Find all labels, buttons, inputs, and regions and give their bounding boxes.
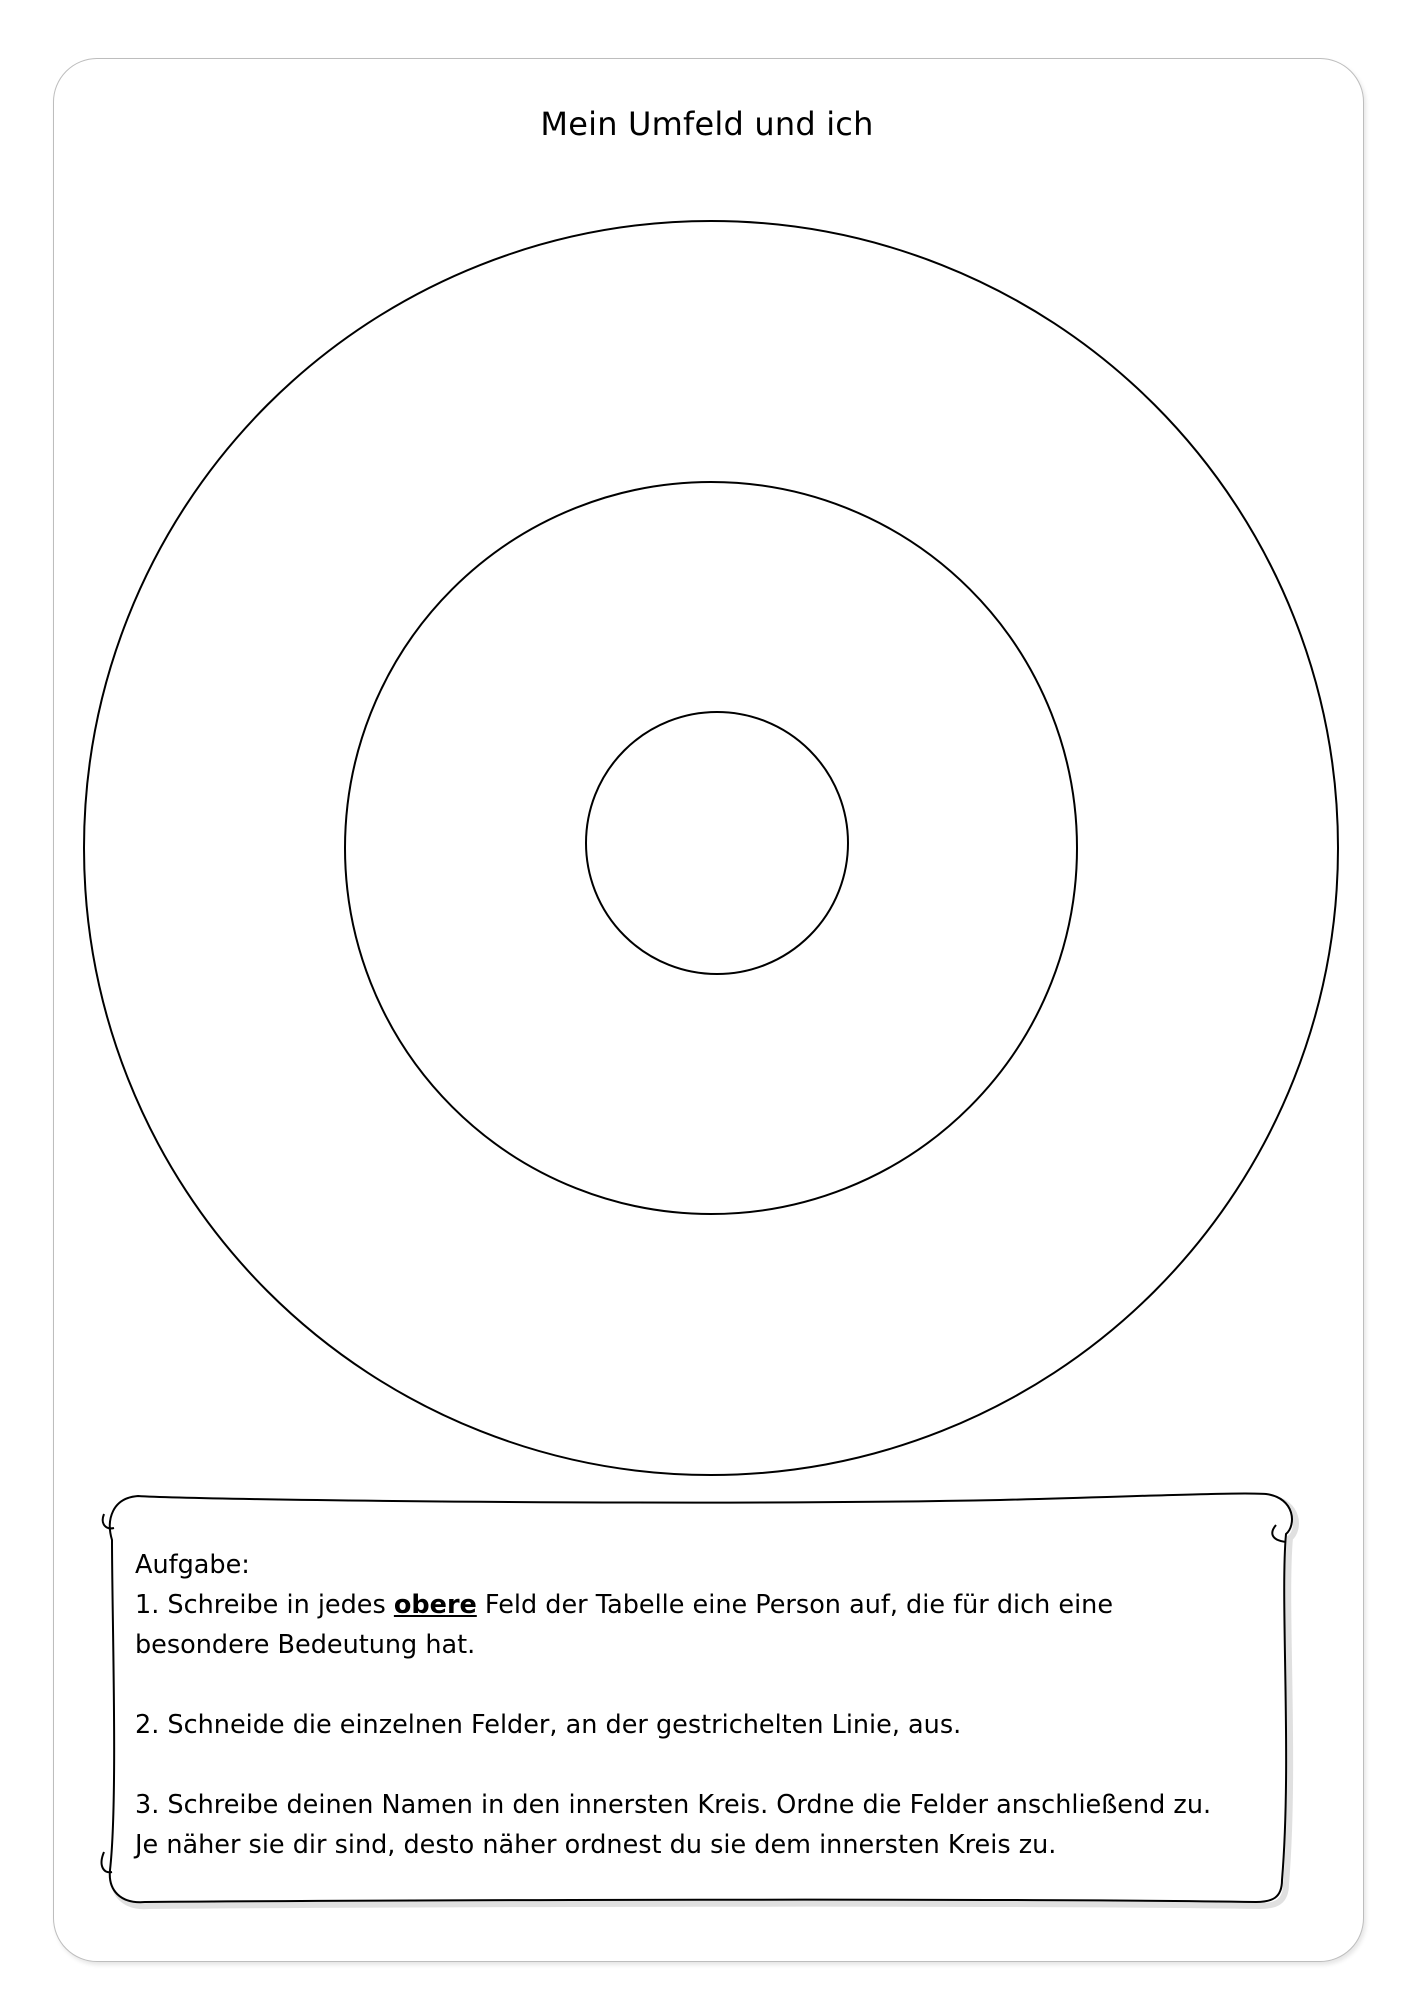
task-step-1 (135, 1585, 1275, 1625)
page-title: Mein Umfeld und ich (540, 105, 874, 143)
step-1-text-end: Feld der Tabelle eine Person auf, die für dich eine (476, 1590, 1114, 1620)
task-step-3-line-1: 3. Schreibe deinen Namen in den innersten Kreis. Ordne die Felder anschließend zu. (135, 1790, 1212, 1820)
spacer (135, 1665, 1275, 1705)
task-step-3-line-2: Je näher sie dir sind, desto näher ordnest du sie dem innersten Kreis zu. (135, 1830, 1057, 1860)
task-step-1-line-2: besondere Bedeutung hat. (135, 1630, 476, 1660)
step-1-text-start: 1. Schreibe in jedes (135, 1590, 394, 1620)
task-heading: Aufgabe: (135, 1550, 250, 1580)
spacer (135, 1745, 1275, 1785)
task-instructions (135, 1545, 1275, 1865)
step-1-emphasis: obere (393, 1590, 477, 1620)
task-step-2: 2. Schneide die einzelnen Felder, an der gestrichelten Linie, aus. (135, 1710, 962, 1740)
